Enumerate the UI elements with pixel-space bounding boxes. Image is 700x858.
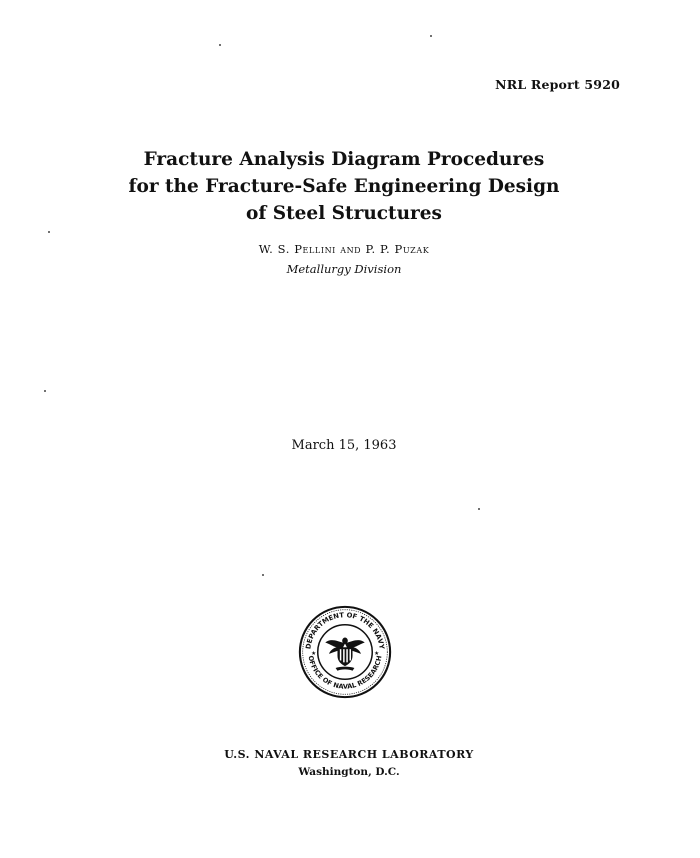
report-number: NRL Report 5920	[495, 77, 620, 92]
scan-speck	[478, 508, 480, 510]
scan-speck	[262, 574, 264, 576]
title-line: of Steel Structures	[246, 203, 442, 224]
institution-location: Washington, D.C.	[298, 766, 400, 778]
svg-text:★: ★	[311, 650, 317, 657]
title-line: for the Fracture-Safe Engineering Design	[128, 176, 560, 197]
navy-seal-icon	[298, 605, 392, 699]
scan-speck	[219, 44, 221, 46]
seal-top-text: DEPARTMENT OF THE NAVY	[304, 611, 386, 650]
scan-speck	[44, 390, 46, 392]
authors: W. S. Pellini and P. P. Puzak	[258, 242, 430, 256]
seal-bottom-text: OFFICE OF NAVAL RESEARCH	[306, 654, 384, 691]
scan-speck	[430, 35, 432, 37]
division: Metallurgy Division	[286, 262, 402, 276]
scan-speck	[48, 231, 50, 233]
svg-text:★: ★	[374, 650, 380, 657]
publication-date: March 15, 1963	[291, 438, 397, 453]
title-line: Fracture Analysis Diagram Procedures	[143, 149, 545, 170]
document-title	[0, 146, 688, 227]
institution-name: U.S. NAVAL RESEARCH LABORATORY	[224, 748, 474, 761]
